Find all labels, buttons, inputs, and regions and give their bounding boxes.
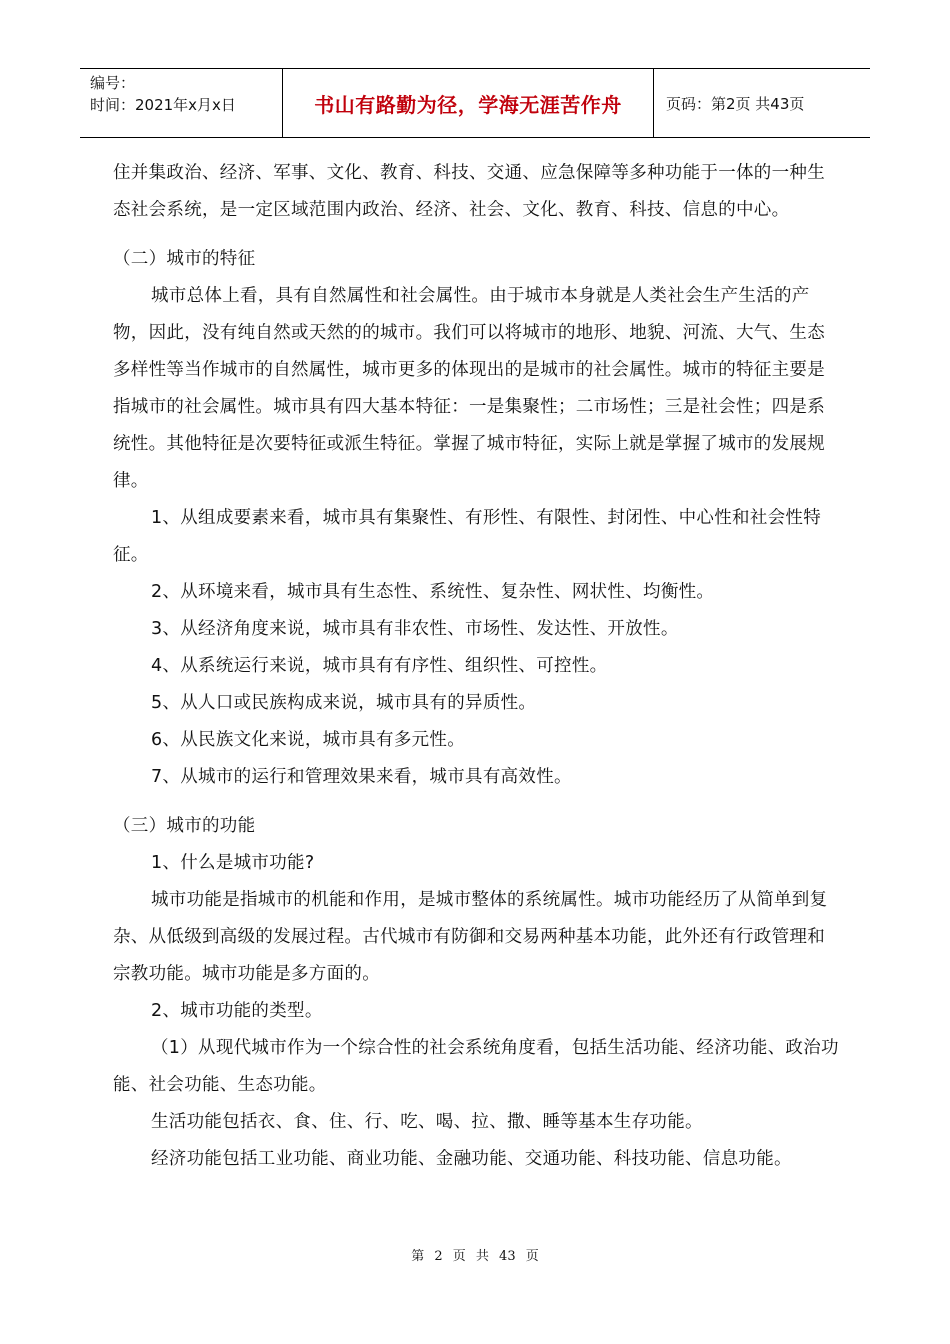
feature-item: 6、从民族文化来说，城市具有多元性。: [151, 730, 466, 750]
header-motto: 书山有路勤为径，学海无涯苦作舟: [282, 69, 654, 137]
feature-item: 3、从经济角度来说，城市具有非农性、市场性、发达性、开放性。: [151, 619, 679, 639]
feature-item: 7、从城市的运行和管理效果来看，城市具有高效性。: [151, 767, 572, 787]
feature-item: 1、从组成要素来看，城市具有集聚性、有形性、有限性、封闭性、中心性和社会性特征。: [113, 508, 822, 565]
number-label: 编号：: [90, 74, 136, 92]
question-2: 2、城市功能的类型。: [151, 1001, 323, 1021]
header-page-info: 页码：第2页 共43页: [666, 94, 805, 113]
question-1-paragraph: 城市功能是指城市的机能和作用，是城市整体的系统属性。城市功能经历了从简单到复杂、从低级到高级的发展过程。古代城市有防御和交易两种基本功能，此外还有行政管理和宗教功能。城市功能是多方面的。: [113, 890, 828, 984]
time-label: 时间：2021年x月x日: [90, 96, 236, 114]
page-footer: 第 2 页 共 43 页: [411, 1249, 539, 1264]
feature-item: 4、从系统运行来说，城市具有有序性、组织性、可控性。: [151, 656, 608, 676]
type-1-paragraph: （1）从现代城市作为一个综合性的社会系统角度看，包括生活功能、经济功能、政治功能、社会功能、生态功能。: [113, 1038, 839, 1095]
section-2-title: （二）城市的特征: [113, 249, 256, 269]
section-2-paragraph: 城市总体上看，具有自然属性和社会属性。由于城市本身就是人类社会生产生活的产物，因此，没有纯自然或天然的的城市。我们可以将城市的地形、地貌、河流、大气、生态多样性等当作城市的自然属性，城市更多的体现出的是城市的社会属性。城市的特征主要是指城市的社会属性。城市具有四大基本特征：一是集聚性；二市场性；三是社会性；四是系统性。其他特征是次要特征或派生特征。掌握了城市特征，实际上就是掌握了城市的发展规律。: [113, 286, 825, 491]
feature-item: 2、从环境来看，城市具有生态性、系统性、复杂性、网状性、均衡性。: [151, 582, 715, 602]
question-1: 1、什么是城市功能?: [151, 853, 315, 873]
document-body: [113, 155, 839, 1178]
page-header: [80, 68, 870, 138]
life-function-paragraph: 生活功能包括衣、食、住、行、吃、喝、拉、撒、睡等基本生存功能。: [151, 1112, 703, 1132]
economic-function-paragraph: 经济功能包括工业功能、商业功能、金融功能、交通功能、科技功能、信息功能。: [151, 1149, 792, 1169]
intro-paragraph: 住并集政治、经济、军事、文化、教育、科技、交通、应急保障等多种功能于一体的一种生态社会系统，是一定区域范围内政治、经济、社会、文化、教育、科技、信息的中心。: [113, 163, 825, 220]
header-meta: [80, 69, 282, 137]
section-3-title: （三）城市的功能: [113, 816, 256, 836]
feature-item: 5、从人口或民族构成来说，城市具有的异质性。: [151, 693, 537, 713]
